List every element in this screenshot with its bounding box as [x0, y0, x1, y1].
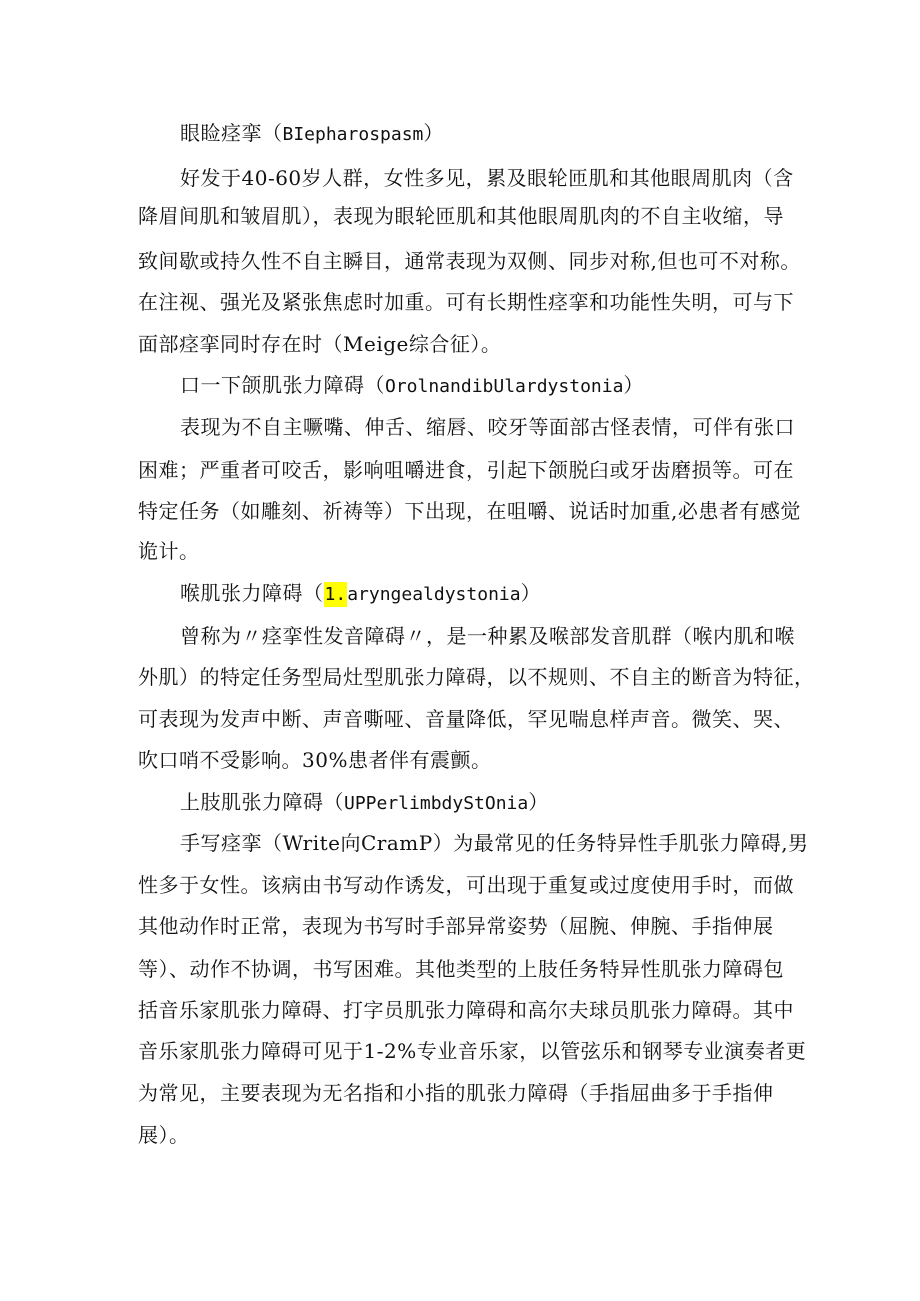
paragraph-line: 诡计。 — [138, 539, 200, 563]
heading-close-paren: ） — [423, 121, 444, 145]
section-heading — [180, 118, 800, 148]
paragraph-line: 等）、动作不协调，书写困难。其他类型的上肢任务特异性肌张力障碍包 — [138, 957, 784, 981]
paragraph-line: 展）。 — [138, 1123, 190, 1147]
paragraph-line: 为常见，主要表现为无名指和小指的肌张力障碍（手指屈曲多于手指伸 — [138, 1081, 774, 1105]
heading-text: 喉肌张力障碍（ — [180, 581, 324, 605]
paragraph-line: 降眉间肌和皱眉肌），表现为眼轮匝肌和其他眼周肌肉的不自主收缩，导 — [138, 204, 784, 228]
highlighted-text: 1. — [324, 584, 347, 605]
section-heading — [180, 370, 800, 400]
paragraph-line: 曾称为〃痉挛性发音障碍〃，是一种累及喉部发音肌群（喉内肌和喉 — [180, 624, 795, 648]
heading-text: 口一下颌肌张力障碍（ — [180, 373, 385, 397]
heading-latin-term: OrolnandibUlardystonia — [385, 376, 624, 397]
paragraph-line: 特定任务（如雕刻、祈祷等）下出现，在咀嚼、说话时加重,必患者有感觉 — [138, 499, 801, 523]
section-heading — [180, 787, 800, 817]
paragraph-line: 表现为不自主噘嘴、伸舌、缩唇、咬牙等面部古怪表情，可伴有张口 — [180, 415, 795, 439]
paragraph-line: 面部痉挛同时存在时（Meige综合征）。 — [138, 332, 502, 356]
paragraph-line: 音乐家肌张力障碍可见于1-2%专业音乐家，以管弦乐和钢琴专业演奏者更 — [138, 1039, 807, 1063]
heading-close-paren: ） — [528, 790, 549, 814]
paragraph-line: 括音乐家肌张力障碍、打字员肌张力障碍和高尔夫球员肌张力障碍。其中 — [138, 998, 794, 1022]
paragraph-line: 在注视、强光及紧张焦虑时加重。可有长期性痉挛和功能性失明，可与下 — [138, 290, 794, 314]
heading-close-paren: ） — [520, 581, 542, 605]
paragraph-line: 困难；严重者可咬舌，影响咀嚼进食，引起下颌脱臼或牙齿磨损等。可在 — [138, 458, 794, 482]
heading-text: 上肢肌张力障碍（ — [180, 790, 344, 814]
paragraph-line: 吹口哨不受影响。30%患者伴有震颤。 — [138, 748, 492, 772]
paragraph-line: 可表现为发声中断、声音嘶哑、音量降低，罕见喘息样声音。微笑、哭、 — [138, 707, 794, 731]
paragraph-line: 手写痉挛（Write向CramP）为最常见的任务特异性手肌张力障碍,男 — [180, 831, 809, 855]
paragraph-line: 其他动作时正常，表现为书写时手部异常姿势（屈腕、伸腕、手指伸展 — [138, 914, 774, 938]
paragraph-line: 好发于40-60岁人群，女性多见，累及眼轮匝肌和其他眼周肌肉（含 — [180, 166, 794, 190]
heading-text: 眼睑痉挛（ — [180, 121, 283, 145]
paragraph-line: 性多于女性。该病由书写动作诱发，可出现于重复或过度使用手时，而做 — [138, 873, 794, 897]
heading-latin-term: aryngealdystonia — [347, 584, 521, 605]
heading-latin-term: UPPerlimbdyStOnia — [344, 793, 529, 814]
paragraph-line: 致间歇或持久性不自主瞬目，通常表现为双侧、同步对称,但也可不对称。 — [138, 249, 801, 273]
heading-close-paren: ） — [623, 373, 644, 397]
heading-latin-term: BIepharospasm — [282, 124, 424, 145]
section-heading — [180, 578, 800, 608]
paragraph-line: 外肌）的特定任务型局灶型肌张力障碍，以不规则、不自主的断音为特征， — [138, 665, 815, 689]
